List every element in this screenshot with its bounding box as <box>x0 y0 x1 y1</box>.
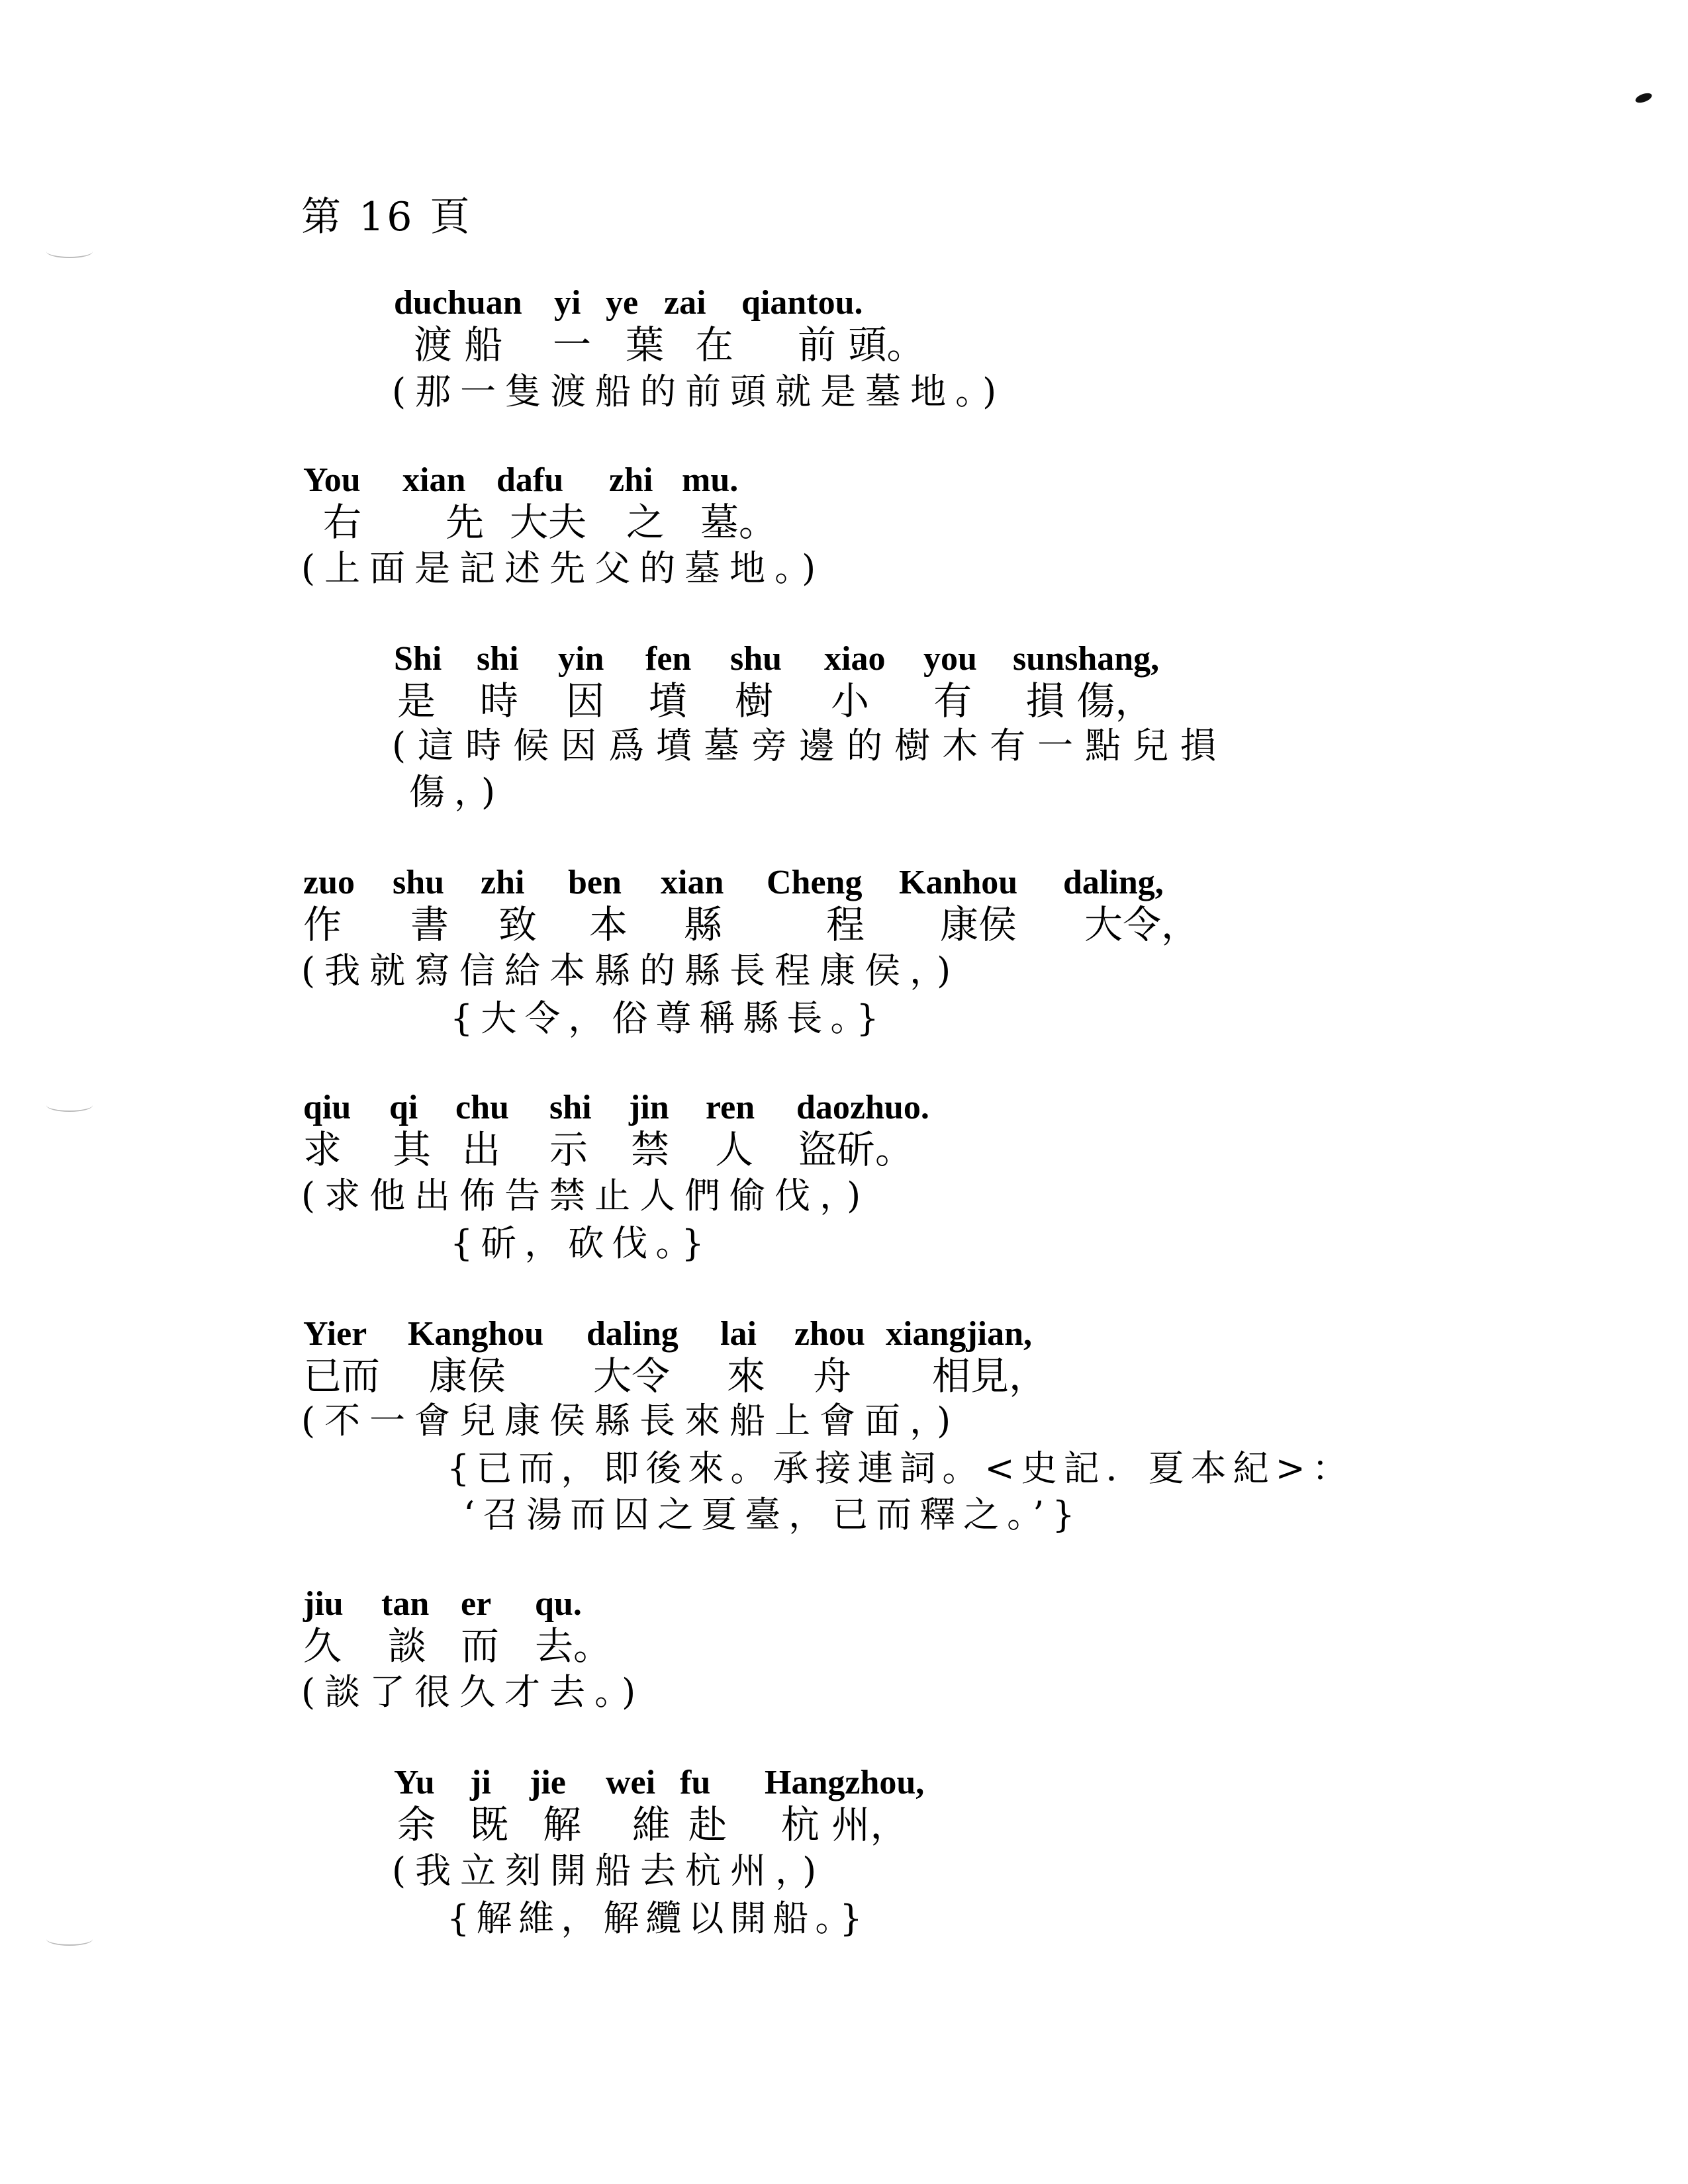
translation-line: (上面是記述先父的墓地。) <box>301 547 825 589</box>
translation-line: (那一隻渡船的前頭就是墓地。) <box>392 371 1006 412</box>
hanzi-word: 相見， <box>932 1353 1048 1398</box>
note-line: {已而，即後來。承接連詞。<史記．夏本紀>： <box>447 1447 1354 1489</box>
pinyin-word: zhi <box>609 461 653 499</box>
translation-line: (這時候因爲墳墓旁邊的樹木有一點兒損 <box>392 725 1229 766</box>
pinyin-word: Kanhou <box>899 864 1018 901</box>
pinyin-word: daling <box>586 1315 679 1353</box>
pinyin-word: lai <box>720 1315 757 1353</box>
pinyin-word: zhou <box>794 1315 865 1353</box>
hanzi-word: 已而 <box>303 1353 381 1398</box>
pinyin-word: wei <box>606 1764 656 1801</box>
pinyin-word: Hangzhou, <box>765 1764 925 1801</box>
pinyin-word: shu <box>393 864 445 901</box>
hanzi-word: 墓。 <box>700 500 778 545</box>
pinyin-word: dafu <box>496 461 564 499</box>
hanzi-word: 葉 <box>626 322 665 367</box>
hanzi-word: 求 <box>303 1127 342 1172</box>
pinyin-word: shi <box>549 1089 592 1126</box>
pinyin-word: Shi <box>394 640 442 678</box>
pinyin-word: duchuan <box>394 284 522 322</box>
hanzi-word: 其 <box>393 1127 432 1172</box>
hanzi-word: 縣 <box>684 902 723 947</box>
pinyin-word: qiantou. <box>741 284 863 322</box>
hanzi-word: 赴 <box>688 1802 727 1847</box>
hanzi-word: 示 <box>549 1127 588 1172</box>
pinyin-word: jin <box>629 1089 669 1126</box>
hanzi-word: 前 頭。 <box>798 322 925 367</box>
hanzi-word: 康侯 <box>429 1353 506 1398</box>
hanzi-word: 余 <box>397 1802 436 1847</box>
translation-line: (我立刻開船去杭州，) <box>392 1850 826 1891</box>
pinyin-word: ben <box>568 864 622 901</box>
hanzi-word: 談 <box>388 1623 427 1668</box>
pinyin-word: fu <box>680 1764 711 1801</box>
hanzi-word: 而 <box>461 1623 500 1668</box>
hanzi-word: 出 <box>462 1127 501 1172</box>
pinyin-word: zhi <box>481 864 525 901</box>
pinyin-word: sunshang, <box>1013 640 1160 678</box>
pinyin-word: ji <box>470 1764 491 1801</box>
pinyin-word: fen <box>645 640 692 678</box>
pinyin-word: Yier <box>303 1315 367 1353</box>
hanzi-word: 大令 <box>593 1353 671 1398</box>
hanzi-word: 渡 船 <box>414 322 503 367</box>
hanzi-word: 樹 <box>735 678 774 723</box>
hanzi-word: 禁 <box>631 1127 670 1172</box>
pinyin-word: jie <box>530 1764 566 1801</box>
hanzi-word: 作 <box>303 902 342 947</box>
note-line: {大令，俗尊稱縣長。} <box>450 997 887 1039</box>
pinyin-word: Yu <box>394 1764 435 1801</box>
hanzi-word: 程 <box>826 902 865 947</box>
binder-hole-mark <box>46 245 93 258</box>
hanzi-word: 在 <box>695 322 734 367</box>
hanzi-word: 杭 州， <box>781 1802 909 1847</box>
hanzi-word: 時 <box>480 678 519 723</box>
hanzi-word: 去。 <box>535 1623 612 1668</box>
hanzi-word: 之 <box>626 500 665 545</box>
pinyin-word: qiu <box>303 1089 352 1126</box>
hanzi-word: 墳 <box>649 678 688 723</box>
pinyin-word: Cheng <box>767 864 863 901</box>
hanzi-word: 大令， <box>1084 902 1200 947</box>
scan-speck <box>1634 91 1654 105</box>
translation-line: (談了很久才去。) <box>301 1671 645 1713</box>
binder-hole-mark <box>46 1099 93 1112</box>
pinyin-word: yin <box>558 640 604 678</box>
pinyin-word: zuo <box>303 864 355 901</box>
hanzi-word: 解 <box>543 1802 582 1847</box>
pinyin-word: tan <box>381 1585 430 1623</box>
pinyin-word: mu. <box>682 461 739 499</box>
hanzi-word: 致 <box>498 902 538 947</box>
hanzi-word: 右 <box>323 500 362 545</box>
hanzi-word: 康侯 <box>940 902 1017 947</box>
hanzi-word: 損 傷， <box>1026 678 1154 723</box>
hanzi-word: 先 <box>445 500 485 545</box>
pinyin-word: yi <box>554 284 581 322</box>
pinyin-word: shi <box>477 640 519 678</box>
hanzi-word: 來 <box>727 1353 766 1398</box>
hanzi-word: 是 <box>397 678 436 723</box>
pinyin-word: qi <box>389 1089 418 1126</box>
hanzi-word: 有 <box>933 678 972 723</box>
pinyin-word: ye <box>606 284 639 322</box>
hanzi-word: 一 <box>553 322 592 367</box>
hanzi-word: 書 <box>410 902 449 947</box>
note-line: ‘召湯而囚之夏臺，已而釋之。’} <box>463 1494 1083 1535</box>
translation-line: (我就寫信給本縣的縣長程康侯，) <box>301 950 961 991</box>
pinyin-word: er <box>461 1585 492 1623</box>
hanzi-word: 盜斫。 <box>798 1127 914 1172</box>
hanzi-word: 小 <box>831 678 870 723</box>
pinyin-word: you <box>923 640 977 678</box>
pinyin-word: xiangjian, <box>886 1315 1033 1353</box>
hanzi-word: 既 <box>470 1802 509 1847</box>
pinyin-word: xian <box>661 864 724 901</box>
pinyin-word: xian <box>402 461 466 499</box>
hanzi-word: 本 <box>589 902 628 947</box>
hanzi-word: 舟 <box>813 1353 852 1398</box>
pinyin-word: shu <box>730 640 782 678</box>
pinyin-word: xiao <box>824 640 886 678</box>
pinyin-word: jiu <box>303 1585 344 1623</box>
pinyin-word: zai <box>664 284 706 322</box>
pinyin-word: Kanghou <box>408 1315 544 1353</box>
hanzi-word: 維 <box>632 1802 671 1847</box>
translation-line-cont: 傷，) <box>409 771 505 813</box>
binder-hole-mark <box>46 1933 93 1946</box>
hanzi-word: 因 <box>566 678 605 723</box>
pinyin-word: daozhuo. <box>796 1089 929 1126</box>
pinyin-word: You <box>303 461 361 499</box>
translation-line: (求他出佈告禁止人們偷伐，) <box>301 1175 870 1216</box>
pinyin-word: daling, <box>1063 864 1164 901</box>
pinyin-word: qu. <box>535 1585 582 1623</box>
note-line: {解維，解纜以開船。} <box>447 1897 869 1939</box>
hanzi-word: 人 <box>715 1127 754 1172</box>
pinyin-word: ren <box>706 1089 755 1126</box>
page-header: 第 16 頁 <box>301 194 473 240</box>
pinyin-word: chu <box>455 1089 509 1126</box>
translation-line: (不一會兒康侯縣長來船上會面，) <box>301 1400 961 1441</box>
hanzi-word: 大夫 <box>510 500 587 545</box>
hanzi-word: 久 <box>303 1623 342 1668</box>
note-line: {斫，砍伐。} <box>450 1222 712 1264</box>
